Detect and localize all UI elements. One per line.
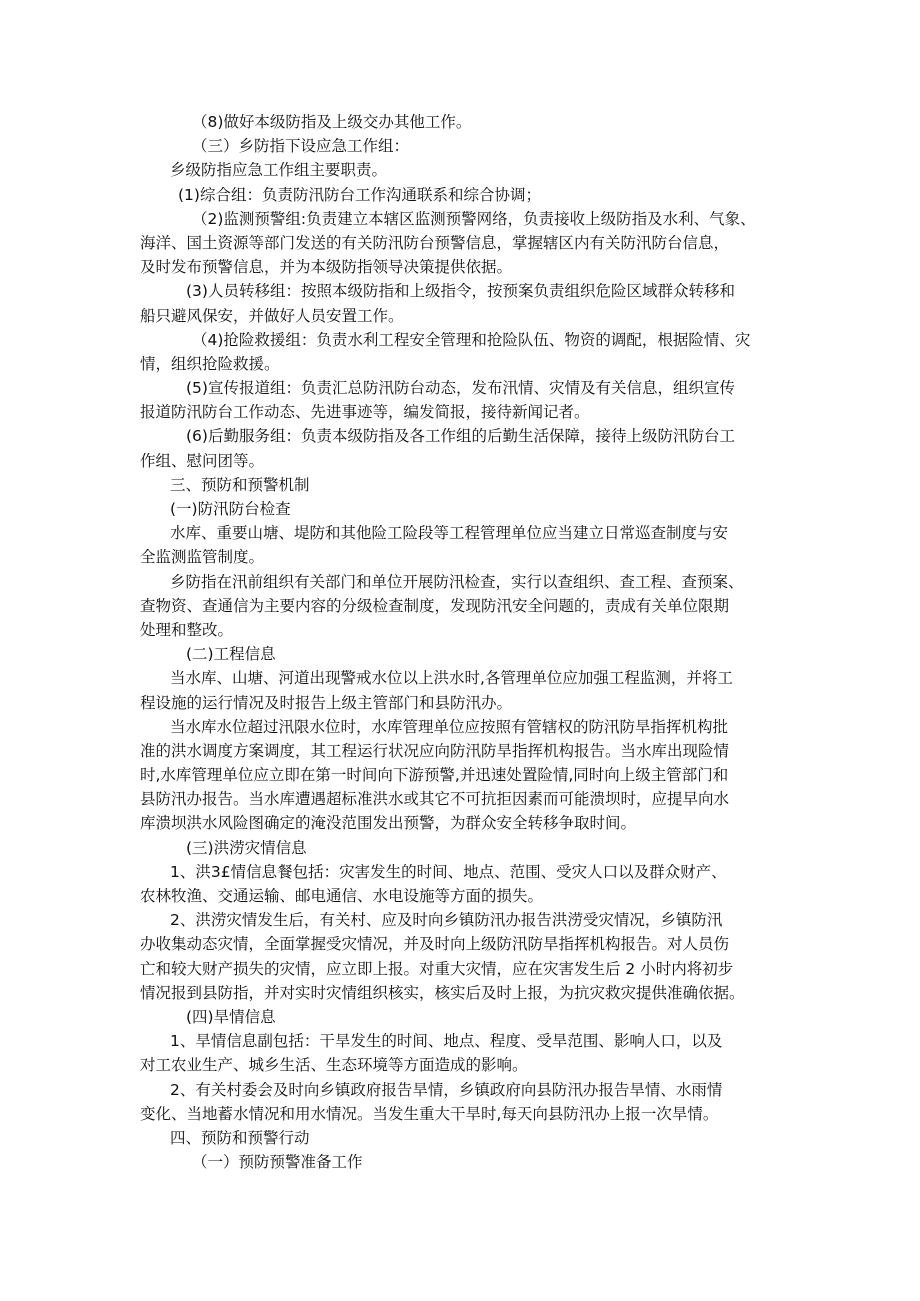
text-line: 农林牧渔、交通运输、邮电通信、水电设施等方面的损失。 <box>140 887 544 905</box>
text-line: 县防汛办报告。当水库遭遇超标准洪水或其它不可抗拒因素而可能溃坝时，应提早向水 <box>140 790 730 809</box>
text-line: 乡级防指应急工作组主要职责。 <box>170 161 388 180</box>
text-line: 三、预防和预警机制 <box>170 475 310 494</box>
text-line: 当水库、山塘、河道出现警戒水位以上洪水时,各管理单位应加强工程监测，并将工 <box>170 669 733 688</box>
text-line: （2)监测预警组:负责建立本辖区监测预警网络，负责接收上级防指及水利、气象、 <box>192 209 756 228</box>
text-lines <box>140 110 800 1174</box>
text-line: (一)防汛防台检查 <box>170 500 291 518</box>
text-line: （一）预防预警准备工作 <box>192 1153 363 1172</box>
text-line: 及时发布预警信息，并为本级防指领导决策提供依据。 <box>140 258 513 277</box>
text-line: 准的洪水调度方案调度，其工程运行状况应向防汛防旱指挥机构报告。当水库出现险情 <box>140 741 730 760</box>
text-line: 对工农业生产、城乡生活、生态环境等方面造成的影响。 <box>140 1056 528 1075</box>
text-line: 当水库水位超过汛限水位时，水库管理单位应按照有管辖权的防汛防旱指挥机构批 <box>170 717 729 736</box>
text-line: 水库、重要山塘、堤防和其他险工险段等工程管理单位应当建立日常巡查制度与安 <box>170 524 729 543</box>
text-line: 变化、当地蓄水情况和用水情况。当发生重大干旱时,每天向县防汛办上报一次旱情。 <box>140 1104 719 1123</box>
text-line: 1、洪3£情信息餐包括：灾害发生的时间、地点、范围、受灾人口以及群众财产、 <box>170 862 727 881</box>
text-line: 情况报到县防指，并对实时灾情组织核实，核实后及时上报，为抗灾救灾提供准确依据。 <box>140 983 745 1002</box>
text-line: 2、洪涝灾情发生后，有关村、应及时向乡镇防汛办报告洪涝受灾情况，乡镇防汛 <box>170 911 723 930</box>
text-line: 情，组织抢险救援。 <box>140 354 280 373</box>
text-line: 四、预防和预警行动 <box>170 1128 310 1147</box>
text-line: （4)抢险救援组：负责水利工程安全管理和抢险队伍、物资的调配，根据险情、灾 <box>192 330 751 349</box>
text-line: (二)工程信息 <box>186 645 276 664</box>
text-line: 处理和整改。 <box>140 620 234 639</box>
text-line: 程设施的运行情况及时报告上级主管部门和县防汛办。 <box>140 693 513 712</box>
text-line: （8)做好本级防指及上级交办其他工作。 <box>192 113 472 131</box>
text-line: (三)洪涝灾情信息 <box>186 838 307 857</box>
text-line: 时,水库管理单位应立即在第一时间向下游预警,并迅速处置险情,同时向上级主管部门和 <box>140 766 729 785</box>
text-line: (6)后勤服务组：负责本级防指及各工作组的后勤生活保障，接待上级防汛防台工 <box>186 427 735 446</box>
text-line: 船只避风保安，并做好人员安置工作。 <box>140 306 404 325</box>
text-line: 亡和较大财产损失的灾情，应立即上报。对重大灾情，应在灾害发生后 2 小时内将初步 <box>140 959 734 978</box>
text-line: （三）乡防指下设应急工作组： <box>192 137 410 156</box>
text-line: 2、有关村委会及时向乡镇政府报告旱情，乡镇政府向县防汛办报告旱情、水雨情 <box>170 1080 723 1099</box>
text-line: 海洋、国土资源等部门发送的有关防汛防台预警信息，掌握辖区内有关防汛防台信息， <box>140 233 730 252</box>
text-line: 全监测监管制度。 <box>140 548 265 567</box>
text-line: (5)宣传报道组：负责汇总防汛防台动态，发布汛情、灾情及有关信息，组织宣传 <box>186 379 735 398</box>
text-line: 作组、慰问团等。 <box>140 451 265 470</box>
text-line: 乡防指在汛前组织有关部门和单位开展防汛检查，实行以查组织、查工程、查预案、 <box>170 572 744 591</box>
text-line: (3)人员转移组：按照本级防指和上级指令，按预案负责组织危险区域群众转移和 <box>186 282 735 301</box>
document-body <box>140 110 800 1174</box>
text-line: 办收集动态灾情，全面掌握受灾情况，并及时向上级防汛防旱指挥机构报告。对人员伤 <box>140 935 730 954</box>
text-line: 1、旱情信息副包括：干旱发生的时间、地点、程度、受旱范围、影响人口，以及 <box>170 1032 723 1051</box>
text-line: 查物资、查通信为主要内容的分级检查制度，发现防汛安全问题的，责成有关单位限期 <box>140 596 730 615</box>
text-line: 库溃坝洪水风险图确定的淹没范围发出预警，为群众安全转移争取时间。 <box>140 814 637 833</box>
text-line: 报道防汛防台工作动态、先进事迹等，编发简报，接待新闻记者。 <box>140 403 590 422</box>
text-line: (四)旱情信息 <box>186 1007 276 1026</box>
text-line: (1)综合组：负责防汛防台工作沟通联系和综合协调； <box>178 185 541 204</box>
